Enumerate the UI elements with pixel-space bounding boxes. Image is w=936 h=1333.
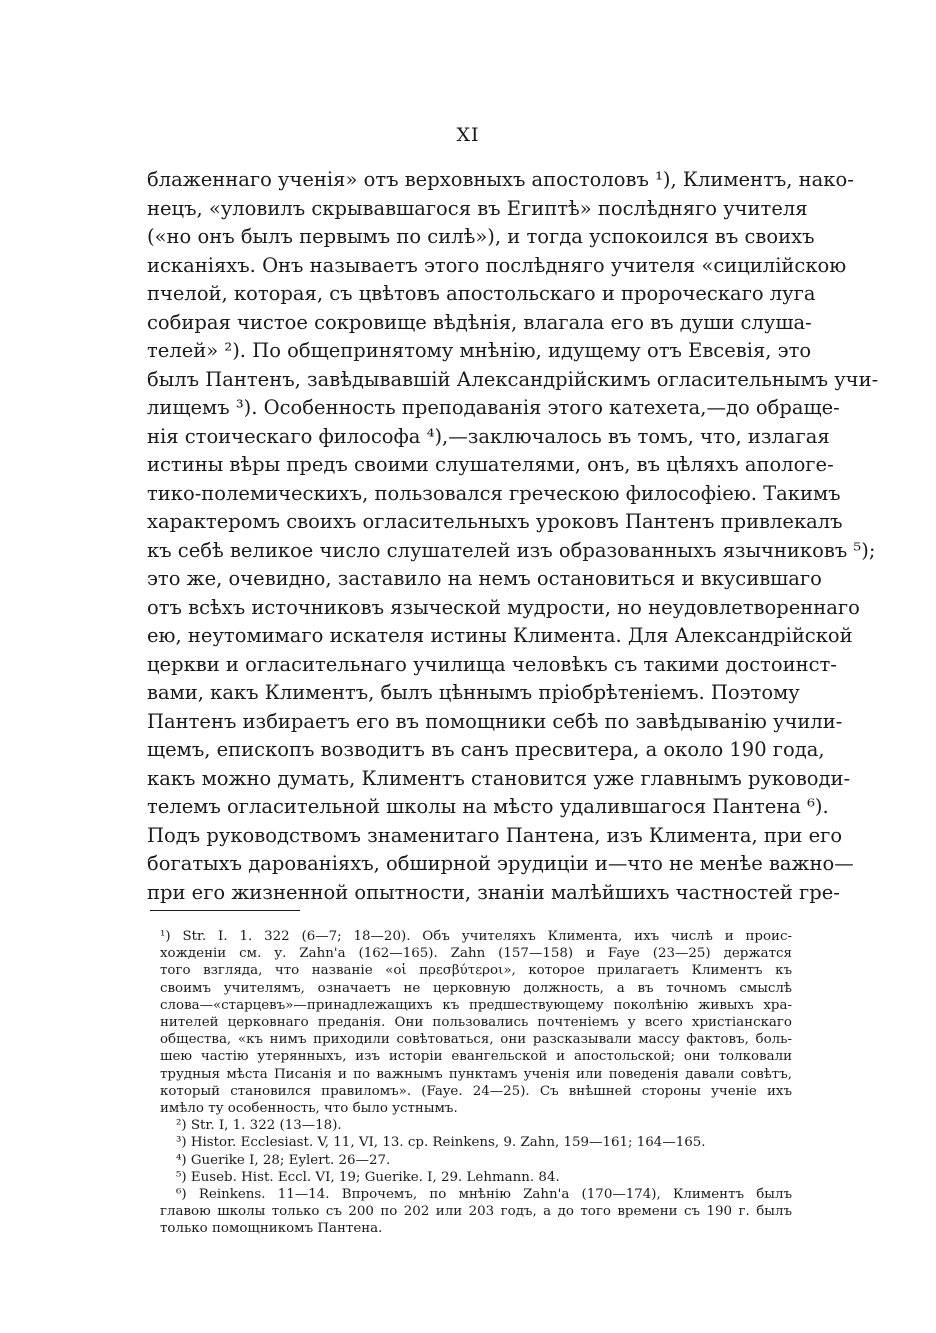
footnote-line: нителей церковнаго преданія. Они пользовались почтеніемъ у всего христіанскаго bbox=[160, 1015, 792, 1031]
footnote-line: ⁴) Guerike I, 28; Eylert. 26—27. bbox=[176, 1152, 391, 1168]
footnote-line: ³) Histor. Ecclesiast. V, 11, VI, 13. ср. Reinkens, 9. Zahn, 159—161; 164—165. bbox=[176, 1135, 706, 1151]
footnote-line: ²) Str. I, 1. 322 (13—18). bbox=[176, 1118, 342, 1134]
text-line: характеромъ своихъ огласительныхъ уроковъ Пантенъ привлекалъ bbox=[147, 510, 843, 533]
text-line: ею, неутомимаго искателя истины Климента. Для Александрійской bbox=[147, 624, 853, 647]
footnote-line: того взгляда, что названіе «οἱ πρεσβύτεροι», которое прилагаетъ Климентъ къ bbox=[160, 963, 792, 979]
page-number: XI bbox=[456, 124, 480, 146]
text-line: Подъ руководствомъ знаменитаго Пантена, изъ Климента, при его bbox=[147, 823, 843, 847]
text-line: нецъ, «уловилъ скрывавшагося въ Египтѣ» послѣдняго учителя bbox=[147, 196, 808, 220]
text-line: отъ всѣхъ источниковъ языческой мудрости, но неудовлетвореннаго bbox=[147, 595, 860, 619]
text-line: блаженнаго ученія» отъ верховныхъ апостоловъ ¹), Климентъ, нако- bbox=[147, 168, 854, 191]
text-line: Пантенъ избираетъ его въ помощники себѣ по завѣдыванію учили- bbox=[147, 709, 843, 733]
footnote-line: своимъ учителямъ, означаетъ не церковную должность, а въ точномъ смыслѣ bbox=[160, 980, 792, 996]
text-line: телей» ²). По общепринятому мнѣнію, идущему отъ Евсевія, это bbox=[147, 339, 812, 362]
text-line: это же, очевидно, заставило на немъ остановиться и вкусившаго bbox=[147, 567, 822, 590]
text-line: телемъ огласительной школы на мѣсто удалившагося Пантена ⁶). bbox=[147, 795, 829, 818]
text-line: какъ можно думать, Климентъ становится уже главнымъ руководи- bbox=[147, 766, 851, 790]
text-line: («но онъ былъ первымъ по силѣ»), и тогда успокоился въ своихъ bbox=[147, 225, 815, 248]
text-line: богатыхъ дарованіяхъ, обширной эрудиціи и—что не менѣе важно— bbox=[147, 852, 854, 875]
text-line: тико-полемическихъ, пользовался греческою философіею. Такимъ bbox=[147, 481, 841, 505]
footnote-line: главою школы только съ 200 по 202 или 203 годъ, а до того времени съ 190 г. былъ bbox=[160, 1204, 792, 1220]
footnote-line: ¹) Str. I. 1. 322 (6—7; 18—20). Объ учителяхъ Климента, ихъ числѣ и проис- bbox=[160, 929, 792, 944]
footnote-line: шею частію утерянныхъ, изъ исторіи евангельской и апостольской; они толковали bbox=[160, 1049, 792, 1065]
text-line: пчелой, которая, съ цвѣтовъ апостольскаго и пророческаго луга bbox=[147, 282, 816, 305]
text-line: собирая чистое сокровище вѣдѣнія, влагала его въ души слуша- bbox=[147, 310, 812, 334]
footnote-line: только помощникомъ Пантена. bbox=[160, 1221, 383, 1237]
text-line: щемъ, епископъ возводитъ въ санъ пресвитера, а около 190 года, bbox=[147, 738, 825, 761]
footnote-line: общества, «къ нимъ приходили совѣтоваться, они разсказывали массу фактовъ, боль- bbox=[160, 1032, 792, 1048]
text-line: былъ Пантенъ, завѣдывавшій Александрійскимъ огласительнымъ учи- bbox=[147, 367, 879, 391]
footnote-line: ⁶) Reinkens. 11—14. Впрочемъ, по мнѣнію Zahn'a (170—174), Климентъ былъ bbox=[176, 1187, 792, 1203]
main-text bbox=[147, 166, 879, 907]
footnote-line: имѣло ту особенность, что было устнымъ. bbox=[160, 1101, 458, 1117]
footnote-line: хожденіи см. у. Zahn'a (162—165). Zahn (157—158) и Faye (23—25) держатся bbox=[160, 946, 792, 962]
text-line: къ себѣ великое число слушателей изъ образованныхъ язычниковъ ⁵); bbox=[147, 538, 876, 562]
footnote-divider bbox=[150, 910, 300, 911]
text-line: церкви и огласительнаго училища человѣкъ съ такими достоинст- bbox=[147, 652, 837, 676]
footnote-line: трудныя мѣста Писанія и по важнымъ пунктамъ ученія или поведенія давали совѣтъ, bbox=[160, 1066, 792, 1082]
footnote-line: ⁵) Euseb. Hist. Eccl. VI, 19; Guerike. I, 29. Lehmann. 84. bbox=[176, 1169, 560, 1185]
text-line: лищемъ ³). Особенность преподаванія этого катехета,—до обраще- bbox=[147, 396, 840, 419]
text-line: вами, какъ Климентъ, былъ цѣннымъ пріобрѣтеніемъ. Поэтому bbox=[147, 681, 800, 704]
text-line: исканіяхъ. Онъ называетъ этого послѣдняго учителя «сицилійскою bbox=[147, 253, 847, 277]
footnote-line: слова—«старцевъ»—принадлежащихъ къ предшествующему поколѣнію живыхъ хра- bbox=[160, 997, 792, 1013]
text-line: истины вѣры предъ своими слушателями, онъ, въ цѣляхъ апологе- bbox=[147, 453, 834, 476]
footnote-line: который становился правиломъ». (Fayе. 24—25). Съ внѣшней стороны ученіе ихъ bbox=[160, 1083, 792, 1099]
text-line: нія стоическаго философа ⁴),—заключалось въ томъ, что, излагая bbox=[147, 424, 830, 448]
footnotes bbox=[160, 928, 792, 1238]
text-line: при его жизненной опытности, знаніи малѣйшихъ частностей гре- bbox=[147, 880, 840, 904]
